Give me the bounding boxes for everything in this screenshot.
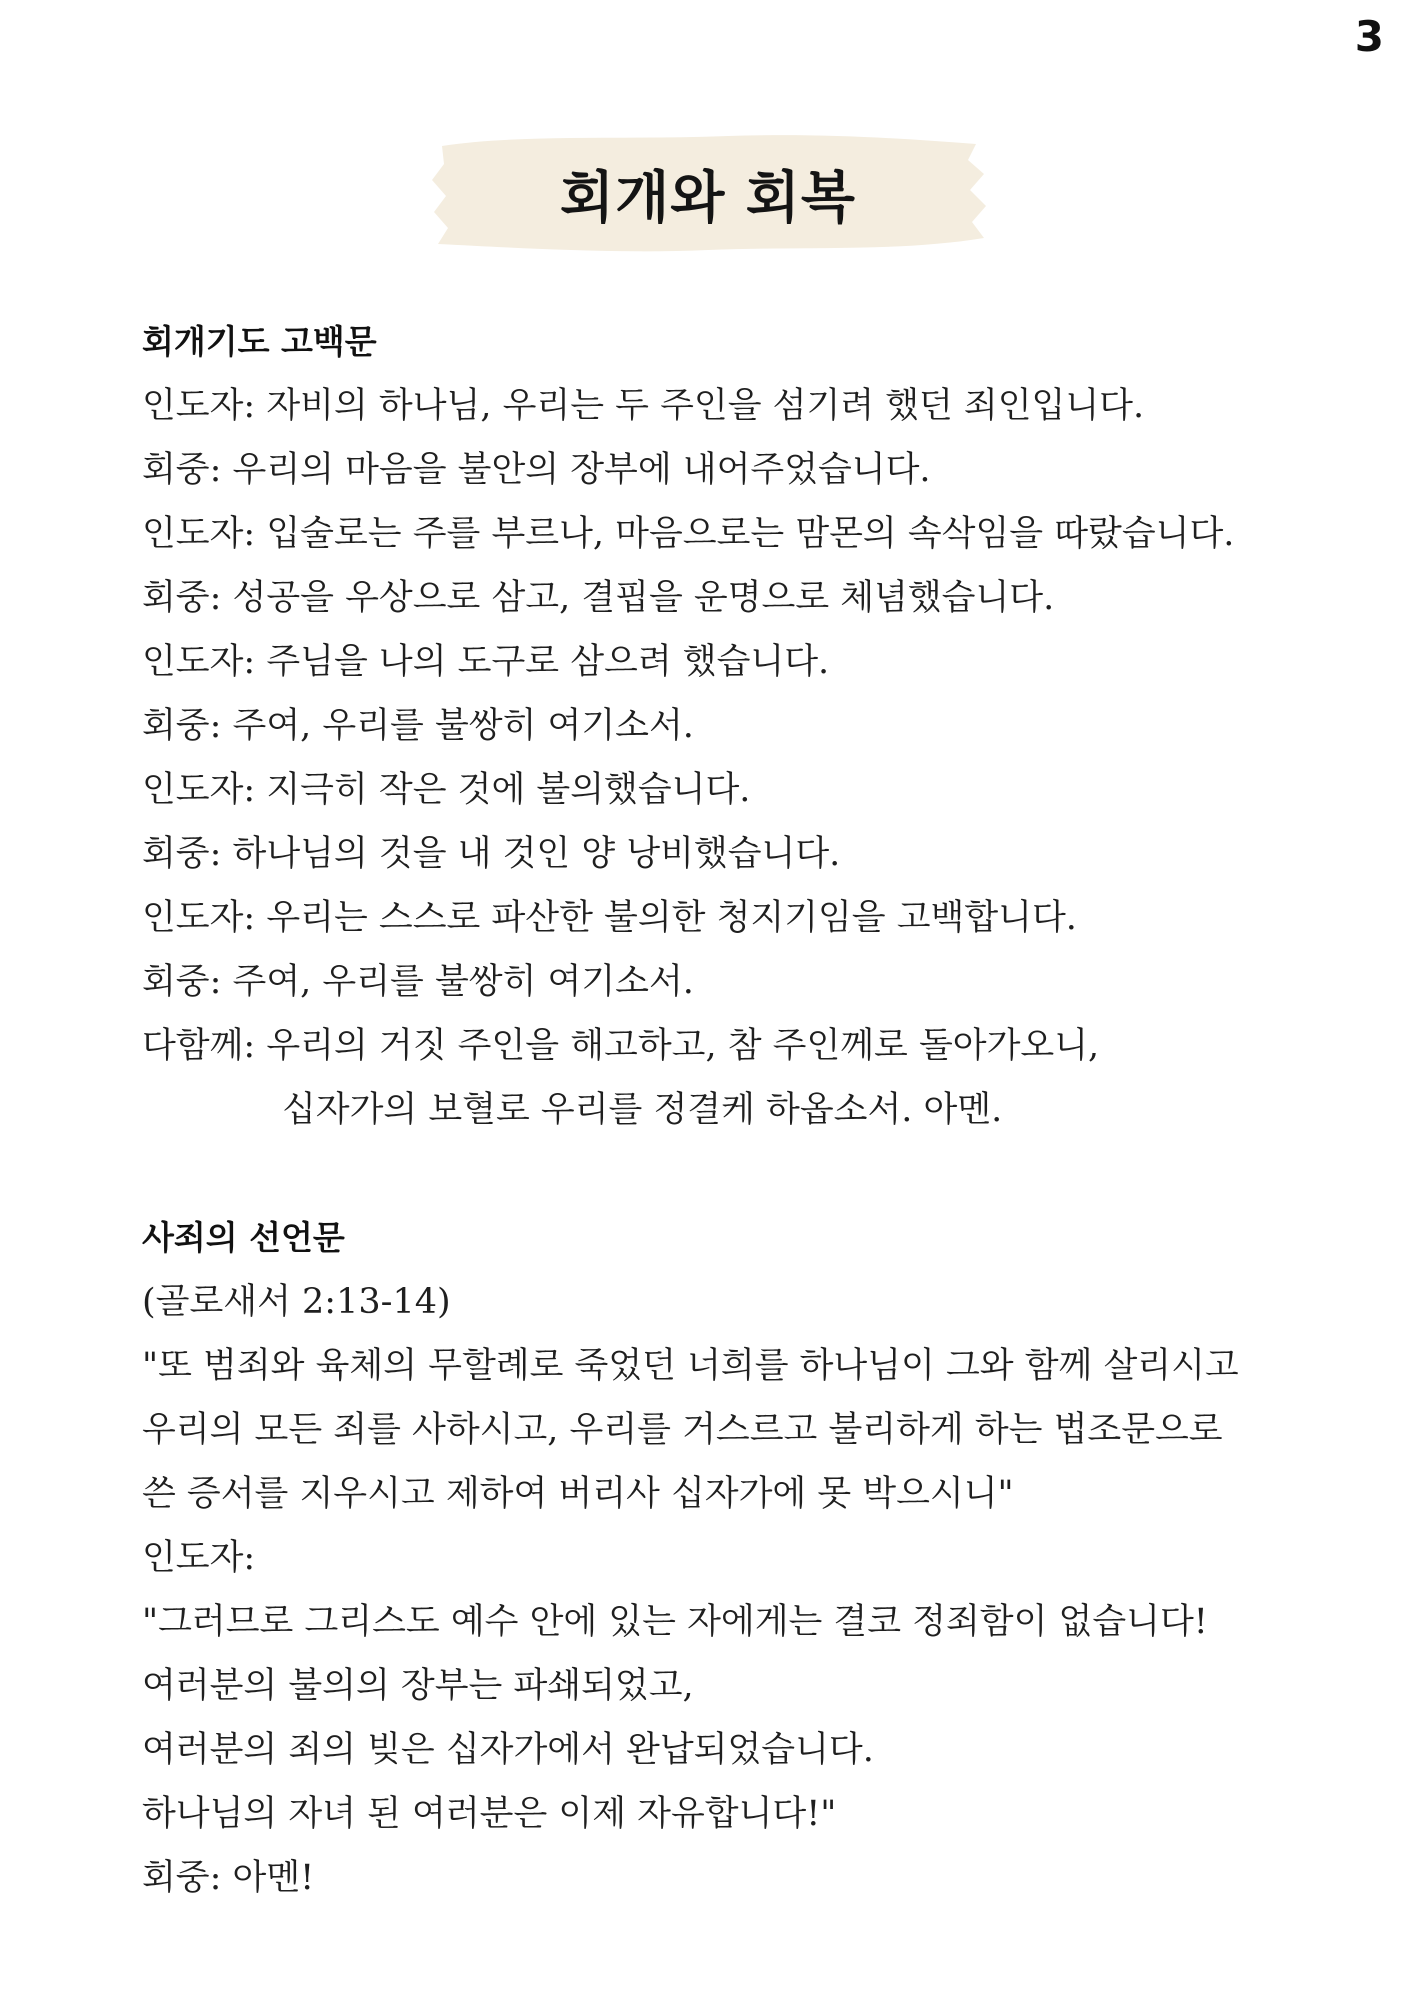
confession-line: 인도자: 입술로는 주를 부르나, 마음으로는 맘몬의 속삭임을 따랐습니다.	[142, 514, 1235, 554]
absolution-line: 쓴 증서를 지우시고 제하여 버리사 십자가에 못 박으시니"	[142, 1474, 1014, 1514]
confession-continuation: 십자가의 보혈로 우리를 정결케 하옵소서. 아멘.	[282, 1090, 1003, 1130]
absolution-line: 회중: 아멘!	[142, 1858, 315, 1898]
absolution-heading: 사죄의 선언문	[142, 1218, 345, 1257]
confession-line: 인도자: 자비의 하나님, 우리는 두 주인을 섬기려 했던 죄인입니다.	[142, 386, 1145, 426]
title-banner	[428, 130, 988, 258]
absolution-line: "그러므로 그리스도 예수 안에 있는 자에게는 결코 정죄함이 없습니다!	[142, 1602, 1208, 1642]
absolution-line: 인도자:	[142, 1538, 256, 1578]
absolution-line: 여러분의 불의의 장부는 파쇄되었고,	[142, 1666, 694, 1706]
confession-line: 회중: 성공을 우상으로 삼고, 결핍을 운명으로 체념했습니다.	[142, 578, 1055, 618]
absolution-line: 여러분의 죄의 빚은 십자가에서 완납되었습니다.	[142, 1730, 874, 1770]
absolution-lines	[142, 1334, 1342, 1910]
confession-heading: 회개기도 고백문	[142, 322, 377, 361]
confession-line: 회중: 우리의 마음을 불안의 장부에 내어주었습니다.	[142, 450, 931, 490]
confession-lines	[142, 374, 1342, 1142]
scripture-reference: (골로새서 2:13-14)	[142, 1282, 451, 1322]
confession-line: 회중: 하나님의 것을 내 것인 양 낭비했습니다.	[142, 834, 841, 874]
confession-line: 인도자: 주님을 나의 도구로 삼으려 했습니다.	[142, 642, 830, 682]
document-body	[142, 310, 1342, 1910]
confession-line: 인도자: 우리는 스스로 파산한 불의한 청지기임을 고백합니다.	[142, 898, 1077, 938]
confession-line: 인도자: 지극히 작은 것에 불의했습니다.	[142, 770, 751, 810]
absolution-line: 우리의 모든 죄를 사하시고, 우리를 거스르고 불리하게 하는 법조문으로	[142, 1410, 1223, 1450]
page-number: 3	[1354, 12, 1384, 61]
confession-line: 다함께: 우리의 거짓 주인을 해고하고, 참 주인께로 돌아가오니,	[142, 1026, 1100, 1066]
page-title: 회개와 회복	[560, 166, 856, 231]
absolution-line: "또 범죄와 육체의 무할례로 죽었던 너희를 하나님이 그와 함께 살리시고	[142, 1346, 1239, 1386]
absolution-line: 하나님의 자녀 된 여러분은 이제 자유합니다!"	[142, 1794, 837, 1834]
confession-line: 회중: 주여, 우리를 불쌍히 여기소서.	[142, 706, 694, 746]
confession-line: 회중: 주여, 우리를 불쌍히 여기소서.	[142, 962, 694, 1002]
section-spacer	[142, 1142, 1342, 1206]
